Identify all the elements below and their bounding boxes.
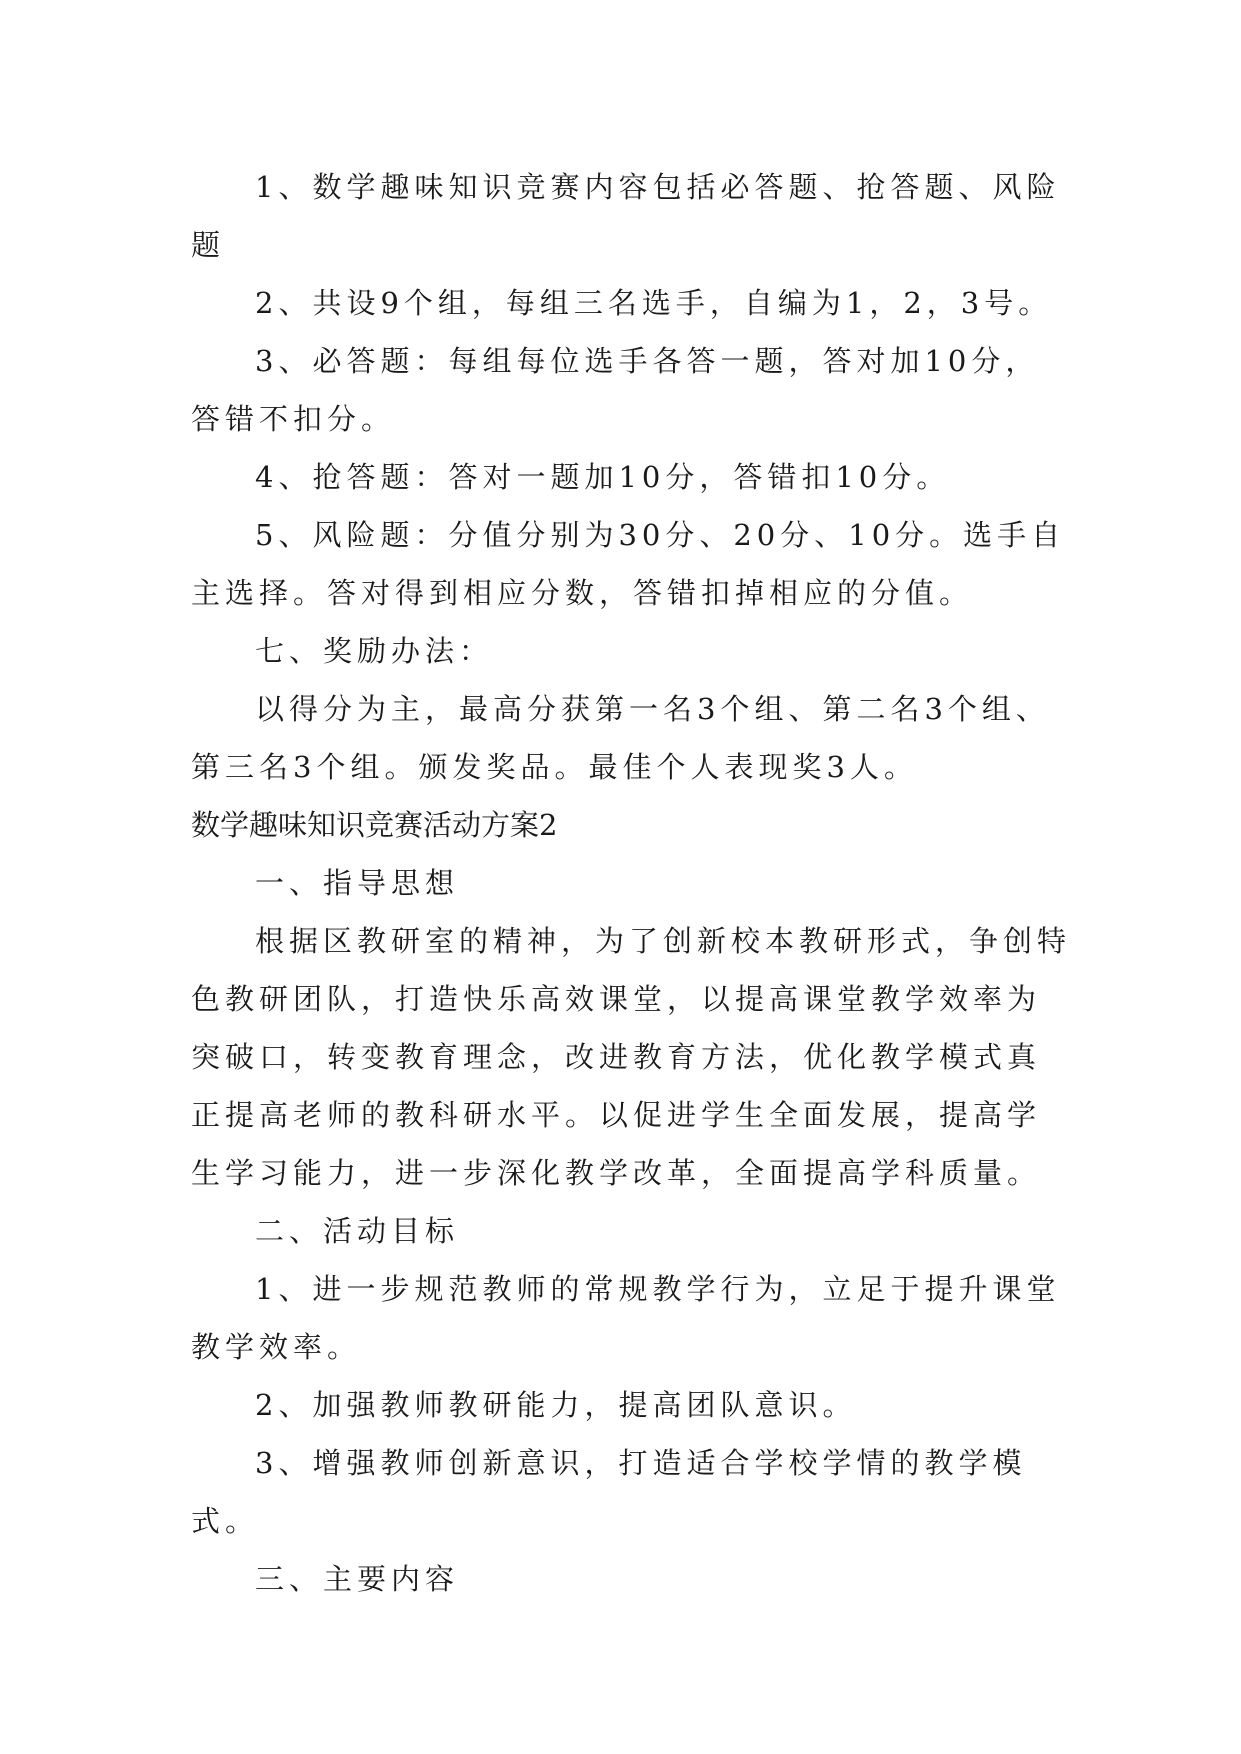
section-title-plan-2: 数学趣味知识竞赛活动方案2 <box>191 808 558 842</box>
paragraph-goal-1: 1、进一步规范教师的常规教学行为，立足于提升课堂教学效率。 <box>191 1272 1061 1364</box>
paragraph-goal-3: 3、增强教师创新意识，打造适合学校学情的教学模式。 <box>191 1446 1027 1538</box>
paragraph-groups: 2、共设9个组，每组三名选手，自编为1，2，3号。 <box>255 286 1053 320</box>
paragraph-risk-questions: 5、风险题：分值分别为30分、20分、10分。选手自主选择。答对得到相应分数，答错扣掉相应的分值。 <box>191 518 1066 610</box>
paragraph-required-questions: 3、必答题：每组每位选手各答一题，答对加10分，答错不扣分。 <box>191 344 1040 436</box>
paragraph-buzzer-questions: 4、抢答题：答对一题加10分，答错扣10分。 <box>255 460 951 494</box>
heading-activity-goals: 二、活动目标 <box>255 1214 460 1248</box>
document-body <box>191 158 1071 1608</box>
heading-rewards: 七、奖励办法： <box>255 634 494 668</box>
heading-main-content: 三、主要内容 <box>255 1562 460 1596</box>
paragraph-question-types: 1、数学趣味知识竞赛内容包括必答题、抢答题、风险题 <box>191 170 1061 262</box>
paragraph-guiding-ideology: 根据区教研室的精神，为了创新校本教研形式，争创特色教研团队，打造快乐高效课堂，以提高课堂教学效率为突破口，转变教育理念，改进教育方法，优化教学模式真正提高老师的教科研水平。以促进学生全面发展，提高学生学习能力，进一步深化教学改革，全面提高学科质量。 <box>191 924 1072 1190</box>
heading-guiding-ideology: 一、指导思想 <box>255 866 460 900</box>
paragraph-goal-2: 2、加强教师教研能力，提高团队意识。 <box>255 1388 857 1422</box>
paragraph-rewards: 以得分为主，最高分获第一名3个组、第二名3个组、第三名3个组。颁发奖品。最佳个人表现奖3人。 <box>191 692 1050 784</box>
